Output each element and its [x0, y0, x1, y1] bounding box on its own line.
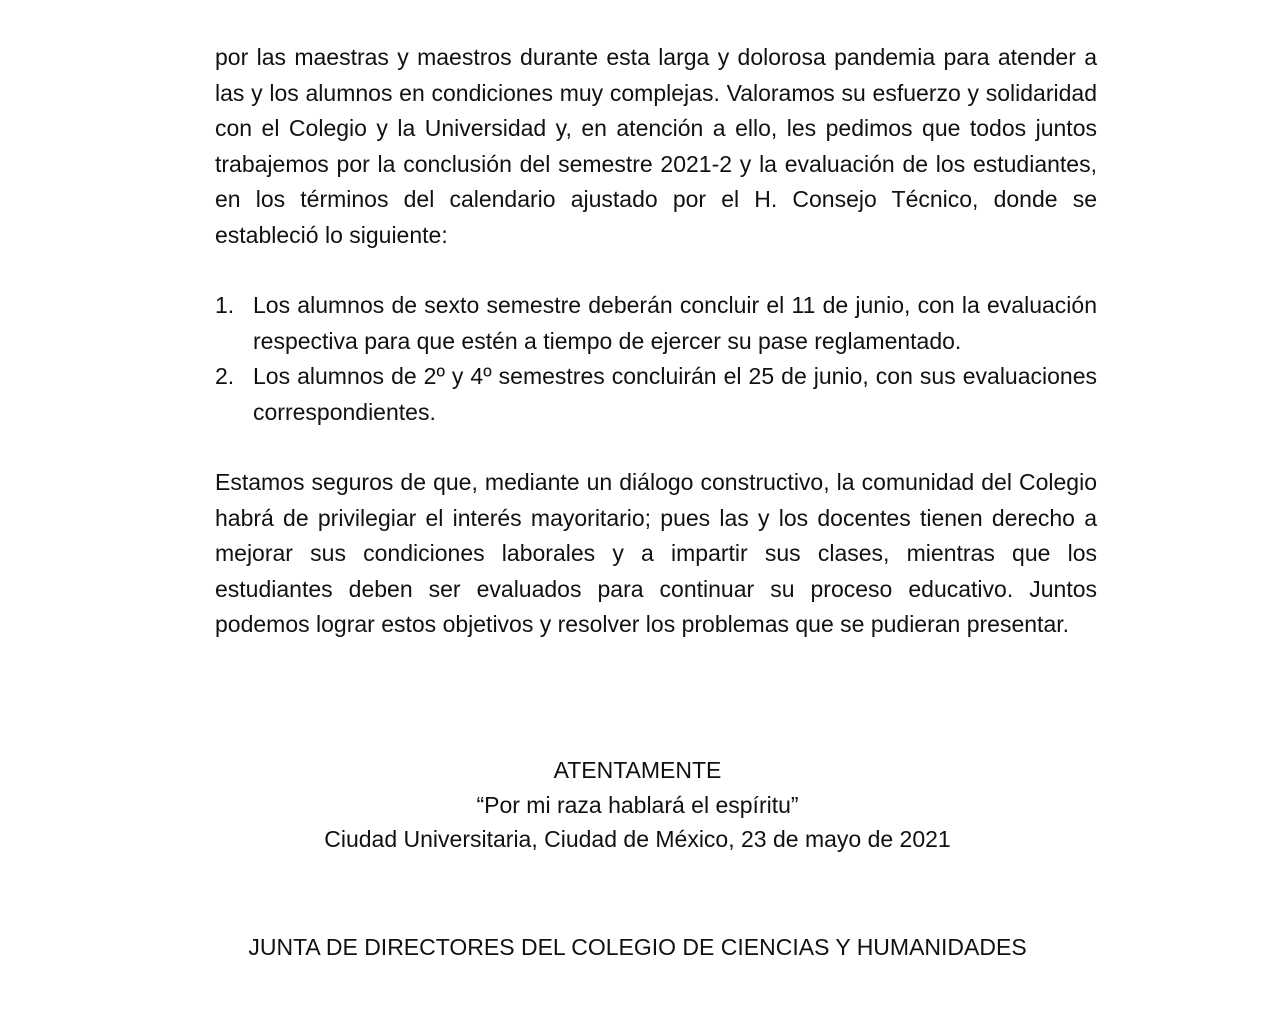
salutation: ATENTAMENTE	[553, 757, 722, 783]
motto: “Por mi raza hablará el espíritu”	[476, 791, 799, 818]
list-item-number: 2.	[215, 363, 235, 389]
signature: JUNTA DE DIRECTORES DEL COLEGIO DE CIENCIAS Y HUMANIDADES	[248, 934, 1027, 960]
list-item-number: 1.	[215, 292, 235, 318]
intro-paragraph: por las maestras y maestros durante esta larga y dolorosa pandemia para atender a las y los alumnos en condiciones muy complejas. Valoramos su esfuerzo y solidaridad con el Colegio y la Universidad y, en atención a ello, les pedimos que todos juntos trabajemos por la conclusión del semestre 2021-2 y la evaluación de los estudiantes, en los términos del calendario ajustado por el H. Consejo Técnico, donde se estableció lo siguiente:	[215, 44, 1097, 248]
document-body	[215, 40, 1097, 643]
conclusion-paragraph: Estamos seguros de que, mediante un diálogo constructivo, la comunidad del Colegio habrá de privilegiar el interés mayoritario; pues las y los docentes tienen derecho a mejorar sus condiciones laborales y a impartir sus clases, mientras que los estudiantes deben ser evaluados para continuar su proceso educativo. Juntos podemos lograr estos objetivos y resolver los problemas que se pudieran presentar.	[215, 469, 1097, 637]
list-item-text: Los alumnos de 2º y 4º semestres concluirán el 25 de junio, con sus evaluaciones correspondientes.	[253, 363, 1097, 425]
list-item-text: Los alumnos de sexto semestre deberán concluir el 11 de junio, con la evaluación respectiva para que estén a tiempo de ejercer su pase reglamentado.	[253, 292, 1097, 354]
closing-block	[0, 753, 1275, 857]
place-date: Ciudad Universitaria, Ciudad de México, 23 de mayo de 2021	[324, 826, 951, 852]
list-item	[215, 288, 1097, 359]
calendar-list	[215, 288, 1097, 430]
list-item	[215, 359, 1097, 430]
